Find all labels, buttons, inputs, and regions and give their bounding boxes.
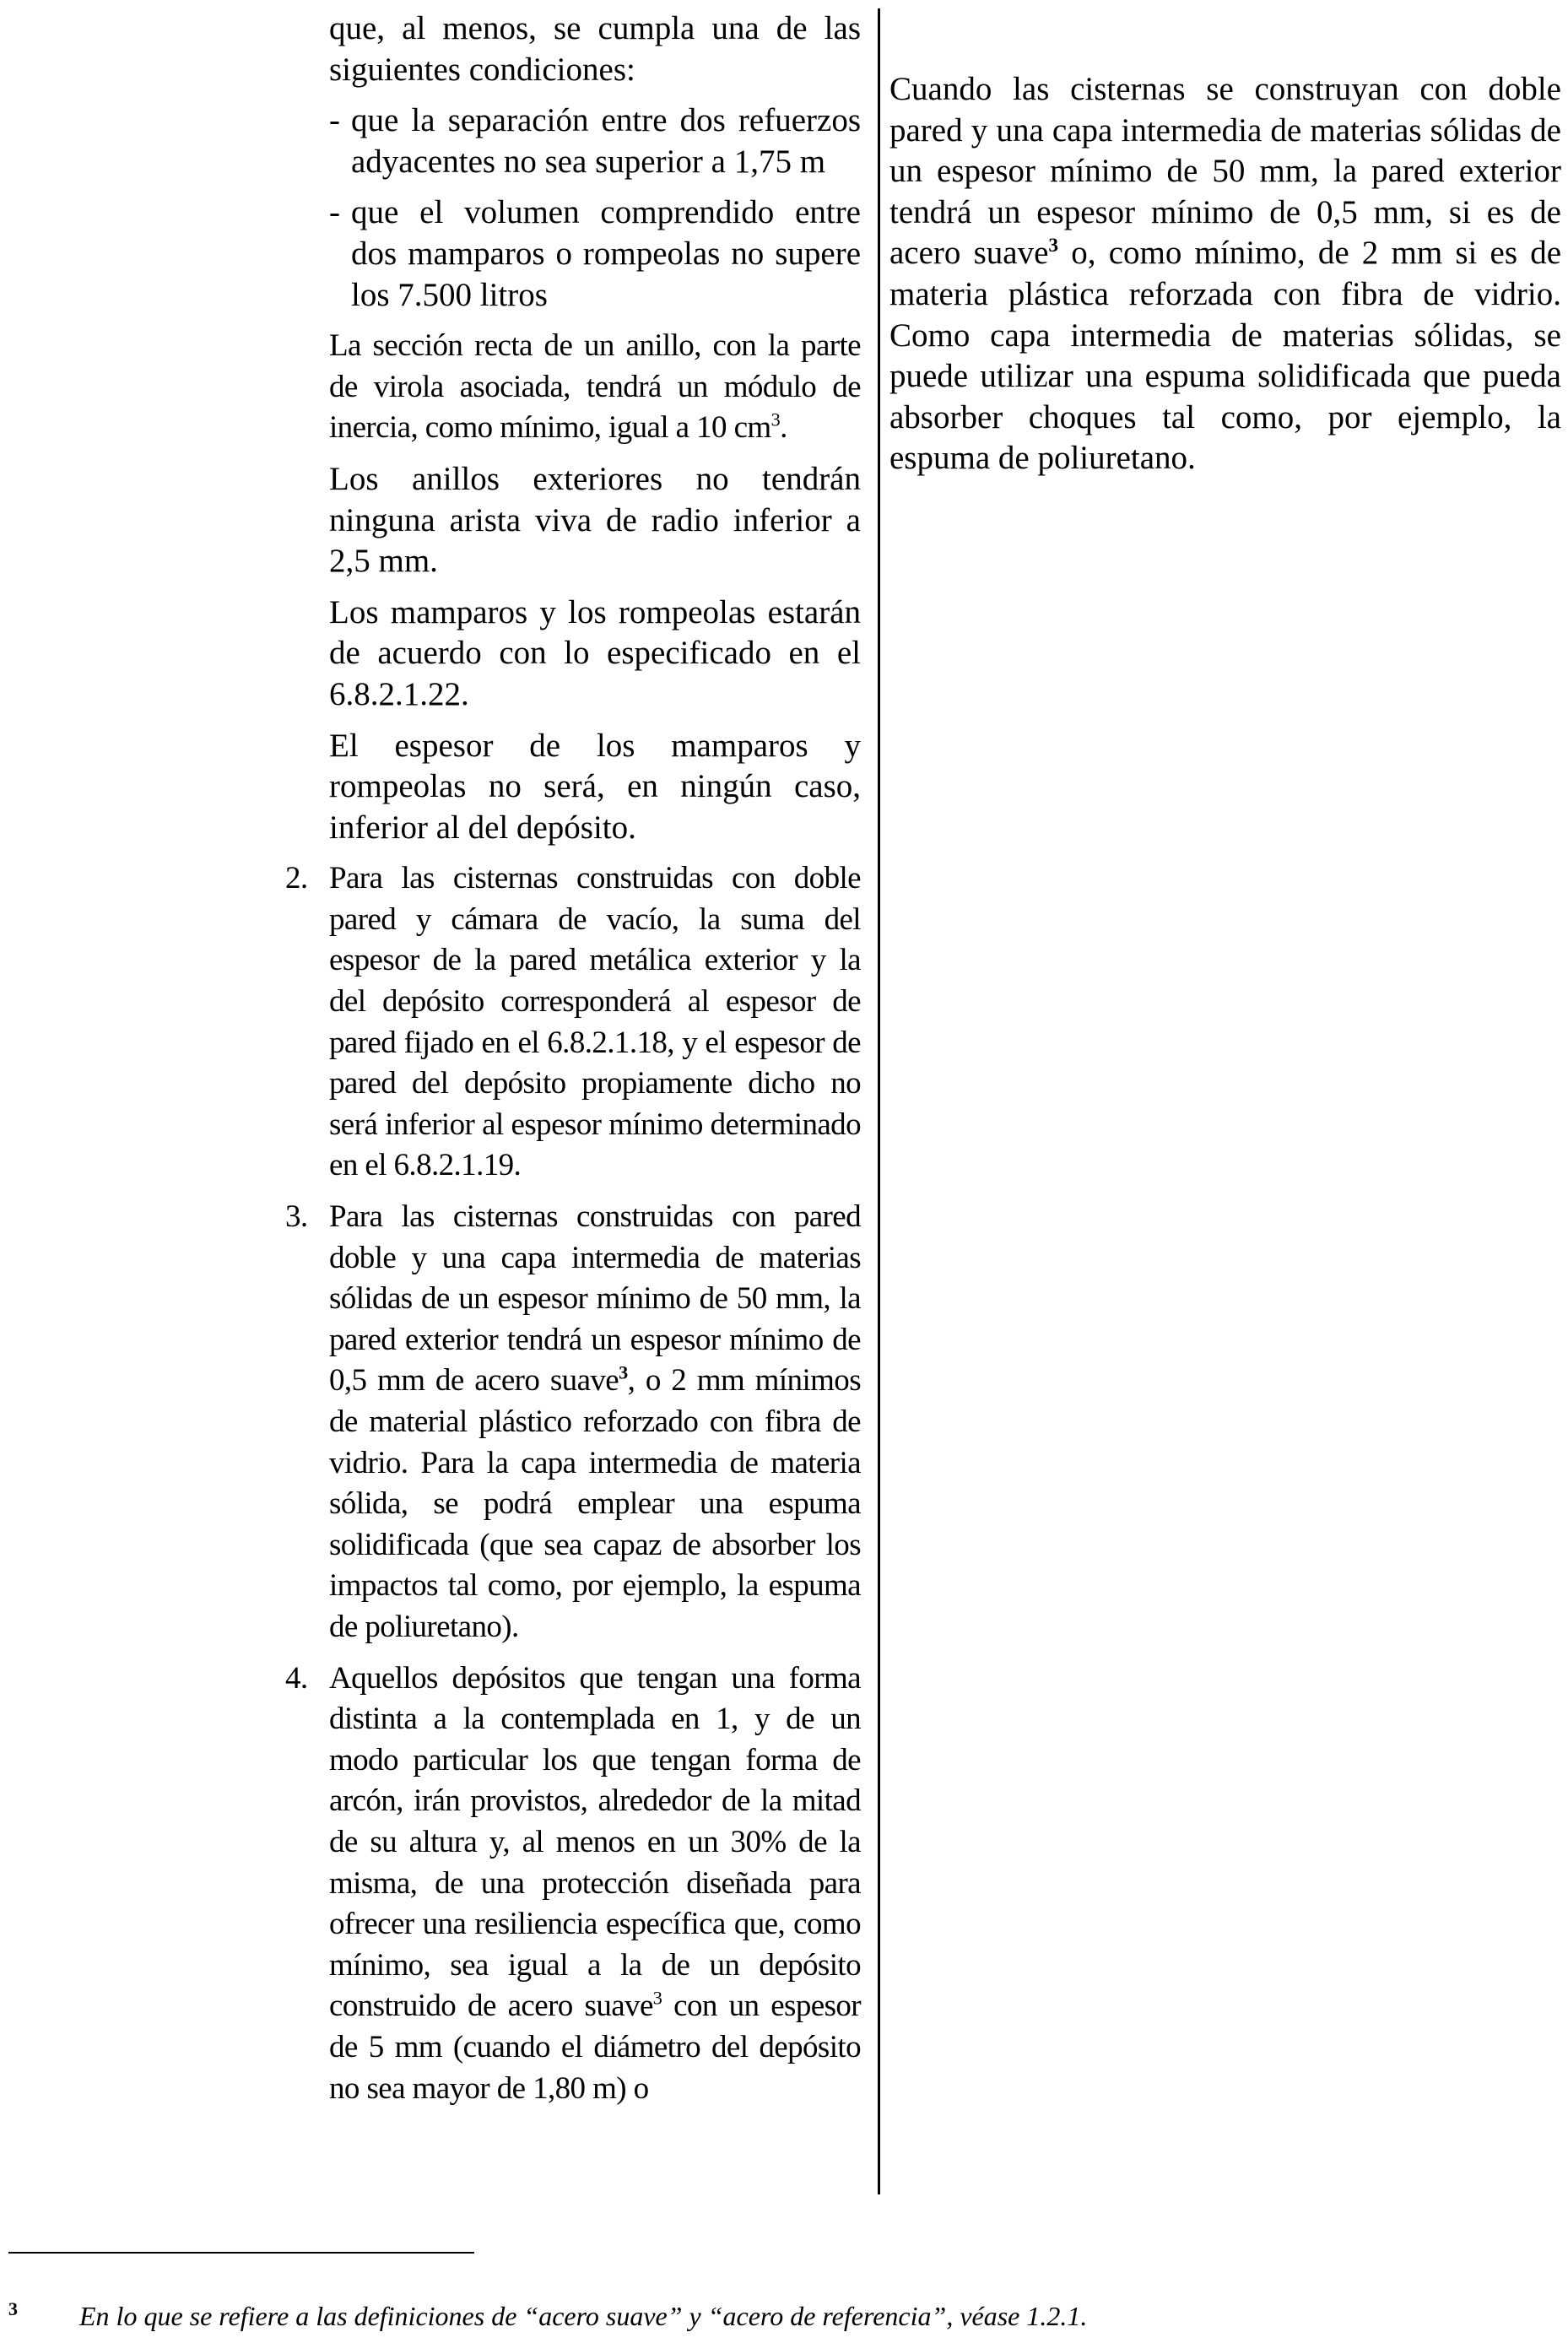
numbered-item-3 [285, 1197, 861, 1648]
condition-text: que la separación entre dos refuerzos adyacentes no sea superior a 1,75 m [351, 102, 861, 180]
item-text: Aquellos depósitos que tengan una forma distinta a la contemplada en 1, y de un modo particular los que tengan forma de arcón, irán provistos, alrededor de la mitad de su altura y, al menos en un 30% de la misma, de una protección diseñada para ofrecer una resiliencia específica que, como mínimo, sea igual a la de un depósito construido de acero suave [329, 1660, 861, 2024]
ring-paragraph [329, 326, 861, 449]
right-paragraph [889, 69, 1561, 479]
condition-dash: - [329, 102, 340, 139]
condition-dash: - [329, 194, 340, 231]
footnote-ref: 3 [652, 1987, 662, 2009]
right-text-cont: o, como mínimo, de 2 mm si es de materia plástica reforzada con fibra de vidrio. Como capa intermedia de materias sólidas, se puede utilizar una espuma solidificada que pueda absorber choques tal como, por ejemplo, la espuma de poliuretano. [889, 235, 1562, 477]
item-text-cont: con un espesor de 5 mm (cuando el diámetro del depósito no sea mayor de 1,80 m) o [329, 1989, 861, 2106]
left-column [285, 8, 862, 2119]
footnote-ref: 3 [619, 1362, 628, 1384]
footnote-mark: 3 [8, 2298, 18, 2319]
item-text: Para las cisternas construidas con pared doble y una capa intermedia de materias sólidas de un espesor mínimo de 50 mm, la pared exterior tendrá un espesor mínimo de 0,5 mm de acero suave [329, 1199, 861, 1399]
footnote-text: En lo que se refiere a las definiciones de “acero suave” y “acero de referencia”, véase 1.2.1. [79, 2301, 1088, 2331]
right-column [889, 69, 1561, 479]
footnote-ref: 3 [770, 409, 781, 431]
item-number: 2. [285, 861, 308, 896]
footnote-ref: 3 [1048, 235, 1059, 257]
intro-paragraph: que, al menos, se cumpla una de las siguientes condiciones: [329, 10, 861, 88]
condition-item [329, 100, 861, 182]
item-text: Para las cisternas construidas con doble pared y cámara de vacío, la suma del espesor de la pared metálica exterior y la del depósito corresponderá al espesor de pared fijado en el 6.8.2.1.18, y el espesor de pared del depósito propiamente dicho no será inferior al espesor mínimo determinado en el 6.8.2.1.19. [329, 861, 861, 1183]
condition-text: que el volumen comprendido entre dos mamparos o rompeolas no supere los 7.500 litros [351, 194, 861, 313]
numbered-item-2 [285, 858, 861, 1187]
column-divider [878, 8, 880, 2194]
item-text-cont: , o 2 mm mínimos de material plástico reforzado con fibra de vidrio. Para la capa intermedia de materia sólida, se podrá emplear una espuma solidificada (que sea capaz de absorber los impactos tal como, por ejemplo, la espuma de poliuretano). [329, 1363, 862, 1644]
rings-exterior-paragraph: Los anillos exteriores no tendrán ninguna arista viva de radio inferior a 2,5 mm. [329, 460, 861, 580]
thickness-paragraph: El espesor de los mamparos y rompeolas no será, en ningún caso, inferior al del depósito. [329, 727, 861, 846]
right-text: Cuando las cisternas se construyan con doble pared y una capa intermedia de materias sólidas de un espesor mínimo de 50 mm, la pared exterior tendrá un espesor mínimo de 0,5 mm, si es de acero suave [889, 71, 1561, 272]
item-number: 4. [285, 1660, 308, 1696]
item-number: 3. [285, 1199, 308, 1235]
ring-text: La sección recta de un anillo, con la parte de virola asociada, tendrá un módulo de inercia, como mínimo, igual a 10 cm [329, 328, 861, 446]
bulkheads-paragraph: Los mamparos y los rompeolas estarán de acuerdo con lo especificado en el 6.8.2.1.22. [329, 593, 861, 712]
numbered-item-4 [285, 1658, 861, 2110]
footnote-rule [8, 2252, 474, 2254]
condition-item [329, 192, 861, 316]
ring-end: . [780, 410, 787, 446]
